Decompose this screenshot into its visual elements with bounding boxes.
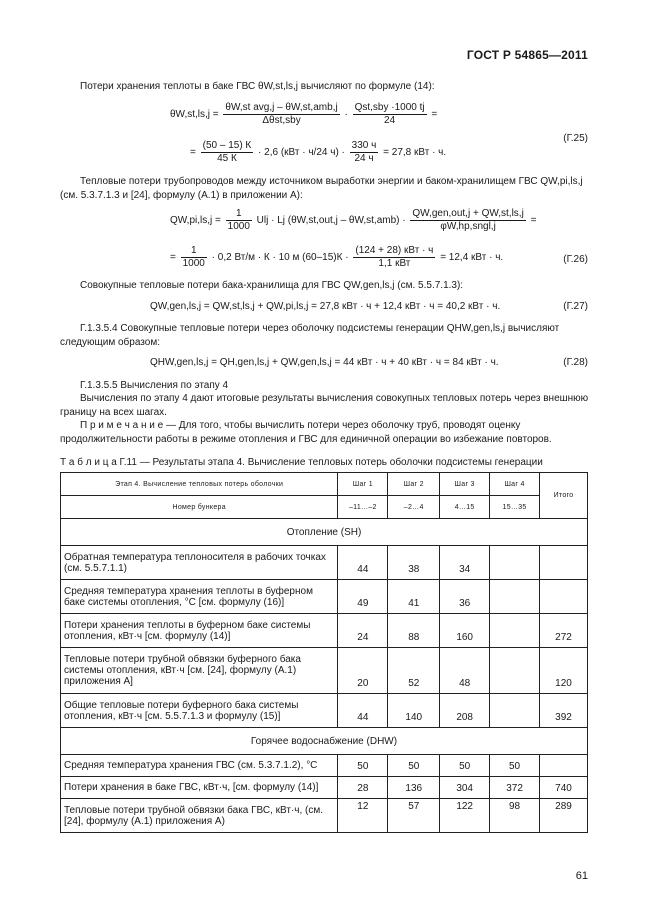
row-label: Средняя температура хранения ГВС (см. 5.3.7.1.2), °С	[61, 755, 338, 777]
eq25-f2-den: 24	[384, 115, 396, 126]
eq25-result: = 27,8 кВт · ч.	[383, 147, 447, 159]
eq25-f4-num: 330 ч	[351, 140, 377, 151]
eq26-f2-den: φW,hp,sngl,j	[440, 221, 496, 232]
row-label: Обратная температура теплоносителя в рабочих точках (см. 5.5.7.1.1)	[61, 546, 338, 580]
equation-g25-line2	[190, 140, 446, 165]
header-bunker-label: Номер бункера	[61, 496, 338, 519]
table-row	[61, 648, 588, 694]
eq27-number: (Г.27)	[563, 301, 588, 312]
eq26-f4-den: 1,1 кВт	[378, 258, 411, 269]
header-bunker-2: –2…4	[388, 496, 440, 519]
cell-total	[540, 580, 588, 614]
eq25-eq: =	[431, 109, 438, 121]
table-row	[61, 799, 588, 833]
eq25-fraction-2	[353, 102, 427, 127]
paragraph-total-tank-losses: Совокупные тепловые потери бака-хранилища для ГВС QW,gen,ls,j (см. 5.5.7.1.3):	[80, 280, 464, 291]
cell-value: 88	[388, 614, 440, 648]
table-row	[61, 580, 588, 614]
row-label: Тепловые потери трубной обвязки буферного бака системы отопления, кВт·ч [см. [24], формулу (А.1) приложения А]	[61, 648, 338, 694]
cell-value: 24	[338, 614, 388, 648]
cell-value: 50	[490, 755, 540, 777]
table-row	[61, 694, 588, 728]
cell-value: 52	[388, 648, 440, 694]
cell-value: 12	[338, 799, 388, 833]
table-header-row-bunkers	[61, 496, 588, 519]
eq25-lhs: θW,st,ls,j =	[170, 109, 219, 121]
table-row	[61, 614, 588, 648]
table-row	[61, 777, 588, 799]
cell-value: 50	[388, 755, 440, 777]
equation-g25-line1	[170, 102, 437, 127]
cell-value: 140	[388, 694, 440, 728]
eq26-f1-den: 1000	[227, 221, 250, 232]
cell-value: 48	[440, 648, 490, 694]
eq26-f1-num: 1	[226, 208, 252, 221]
cell-total: 392	[540, 694, 588, 728]
cell-value: 136	[388, 777, 440, 799]
cell-value	[490, 546, 540, 580]
eq25-f1-den: Δθst,sby	[262, 115, 301, 126]
equation-g27: QW,gen,ls,j = QW,st,ls,j + QW,pi,ls,j = 27,8 кВт · ч + 12,4 кВт · ч = 40,2 кВт · ч.	[150, 301, 501, 312]
eq25-number: (Г.25)	[563, 133, 588, 144]
cell-total	[540, 755, 588, 777]
eq26-fraction-2	[410, 208, 525, 233]
table-row	[61, 546, 588, 580]
table-caption: Т а б л и ц а Г.11 — Результаты этапа 4. Вычисление тепловых потерь оболочки подсистемы генерации	[60, 457, 543, 468]
note	[60, 419, 590, 447]
header-step-3: Шаг 3	[440, 473, 490, 496]
paragraph-g1354: Г.1.3.5.4 Совокупные тепловые потери через оболочку подсистемы генерации QHW,gen,ls,j вычисляют следующим образом:	[60, 323, 560, 348]
eq26-eq: =	[530, 215, 537, 227]
eq26-mid2: · 0,2 Вт/м · К · 10 м (60–15)К ·	[211, 252, 349, 264]
section-heading-heating: Отопление (SH)	[61, 519, 588, 546]
cell-total: 120	[540, 648, 588, 694]
eq26-f3-num: 1	[181, 245, 207, 258]
eq26-mid: Ulj · Lj (θW,st,out,j – θW,st,amb) ·	[256, 215, 406, 227]
header-step-2: Шаг 2	[388, 473, 440, 496]
cell-value: 44	[338, 694, 388, 728]
cell-value: 41	[388, 580, 440, 614]
header-bunker-3: 4…15	[440, 496, 490, 519]
row-label: Потери хранения теплоты в буферном баке системы отопления, кВт·ч [см. формулу (14)]	[61, 614, 338, 648]
cell-value: 38	[388, 546, 440, 580]
standard-header: ГОСТ Р 54865—2011	[466, 48, 588, 62]
eq28-number: (Г.28)	[563, 357, 588, 368]
row-label: Средняя температура хранения теплоты в буферном баке системы отопления, °С [см. формулу (16)]	[61, 580, 338, 614]
table-header-row-steps	[61, 473, 588, 496]
eq26-f3-den: 1000	[182, 258, 205, 269]
section-heading-dhw: Горячее водоснабжение (DHW)	[61, 728, 588, 755]
cell-total	[540, 546, 588, 580]
row-label: Общие тепловые потери буферного бака системы отопления, кВт·ч [см. 5.5.7.1.3 и формулу (15)]	[61, 694, 338, 728]
header-bunker-4: 15…35	[490, 496, 540, 519]
cell-value: 44	[338, 546, 388, 580]
cell-total: 272	[540, 614, 588, 648]
cell-value: 208	[440, 694, 490, 728]
cell-value	[490, 614, 540, 648]
eq26-fraction-4	[353, 245, 435, 270]
eq25-dot: ·	[344, 109, 348, 121]
eq25-f1-num: θW,st avg,j – θW,st,amb,j	[225, 102, 338, 113]
header-total: Итого	[540, 473, 588, 519]
eq25-f3-num: (50 – 15) К	[202, 140, 252, 151]
cell-value: 34	[440, 546, 490, 580]
cell-total: 740	[540, 777, 588, 799]
cell-value	[490, 580, 540, 614]
cell-value: 28	[338, 777, 388, 799]
cell-total: 289	[540, 799, 588, 833]
eq25-f4-den: 24 ч	[354, 153, 374, 164]
cell-value: 50	[338, 755, 388, 777]
eq26-number: (Г.26)	[563, 254, 588, 265]
cell-value: 304	[440, 777, 490, 799]
equation-g26-line2	[170, 245, 503, 270]
section-g1355-title: Г.1.3.5.5 Вычисления по этапу 4	[80, 380, 229, 391]
equation-g26-line1	[170, 208, 536, 233]
equation-g28: QHW,gen,ls,j = QH,gen,ls,j + QW,gen,ls,j = 44 кВт · ч + 40 кВт · ч = 84 кВт · ч.	[150, 357, 499, 368]
eq25-fraction-3	[201, 140, 254, 165]
eq26-fraction-1	[226, 208, 252, 233]
page-number: 61	[575, 870, 588, 882]
section-row-heating	[61, 519, 588, 546]
eq25-fraction-4	[350, 140, 379, 165]
eq25-f3-den: 45 К	[217, 153, 237, 164]
eq25-line2-eq: =	[190, 147, 196, 159]
paragraph-g1355: Вычисления по этапу 4 дают итоговые результаты вычисления совокупных тепловых потерь через внешнюю границу на всех шагах.	[60, 393, 589, 418]
cell-value: 98	[490, 799, 540, 833]
cell-value: 57	[388, 799, 440, 833]
note-label: П р и м е ч а н и е	[80, 420, 164, 431]
eq26-lhs: QW,pi,ls,j =	[170, 215, 221, 227]
section-row-dhw	[61, 728, 588, 755]
eq26-f4-num: (124 + 28) кВт · ч	[355, 245, 434, 256]
eq26-result: = 12,4 кВт · ч.	[440, 252, 504, 264]
table-row	[61, 755, 588, 777]
cell-value	[490, 694, 540, 728]
note-text: — Для того, чтобы вычислить потери через оболочку труб, проводят оценку продолжительности работы в режиме отопления и ГВС для единичной операции во избежание повторов.	[60, 420, 552, 445]
eq25-fraction-1	[223, 102, 339, 127]
eq26-line2-eq: =	[170, 252, 176, 264]
cell-value: 20	[338, 648, 388, 694]
cell-value	[490, 648, 540, 694]
header-stage-label: Этап 4. Вычисление тепловых потерь оболочки	[61, 473, 338, 496]
paragraph-storage-losses: Потери хранения теплоты в баке ГВС θW,st,ls,j вычисляют по формуле (14):	[80, 81, 435, 92]
eq26-f2-num: QW,gen,out,j + QW,st,ls,j	[412, 208, 524, 219]
results-table	[60, 472, 588, 833]
cell-value: 160	[440, 614, 490, 648]
eq25-mid: · 2,6 (кВт · ч/24 ч) ·	[258, 147, 345, 159]
cell-value: 36	[440, 580, 490, 614]
cell-value: 49	[338, 580, 388, 614]
eq26-fraction-3	[181, 245, 207, 270]
header-step-1: Шаг 1	[338, 473, 388, 496]
row-label: Тепловые потери трубной обвязки бака ГВС, кВт·ч, (см. [24], формулу (А.1) приложения А)	[61, 799, 338, 833]
cell-value: 372	[490, 777, 540, 799]
cell-value: 50	[440, 755, 490, 777]
row-label: Потери хранения в баке ГВС, кВт·ч, [см. формулу (14)]	[61, 777, 338, 799]
header-step-4: Шаг 4	[490, 473, 540, 496]
header-bunker-1: –11…–2	[338, 496, 388, 519]
paragraph-pipe-losses: Тепловые потери трубопроводов между источником выработки энергии и баком-хранилищем ГВС QW,pi,ls,j (см. 5.3.7.1.3 и [24], формулу (А.1) в приложении А):	[60, 176, 583, 201]
eq25-f2-num: Qst,sby ·1000 tj	[354, 102, 425, 113]
cell-value: 122	[440, 799, 490, 833]
